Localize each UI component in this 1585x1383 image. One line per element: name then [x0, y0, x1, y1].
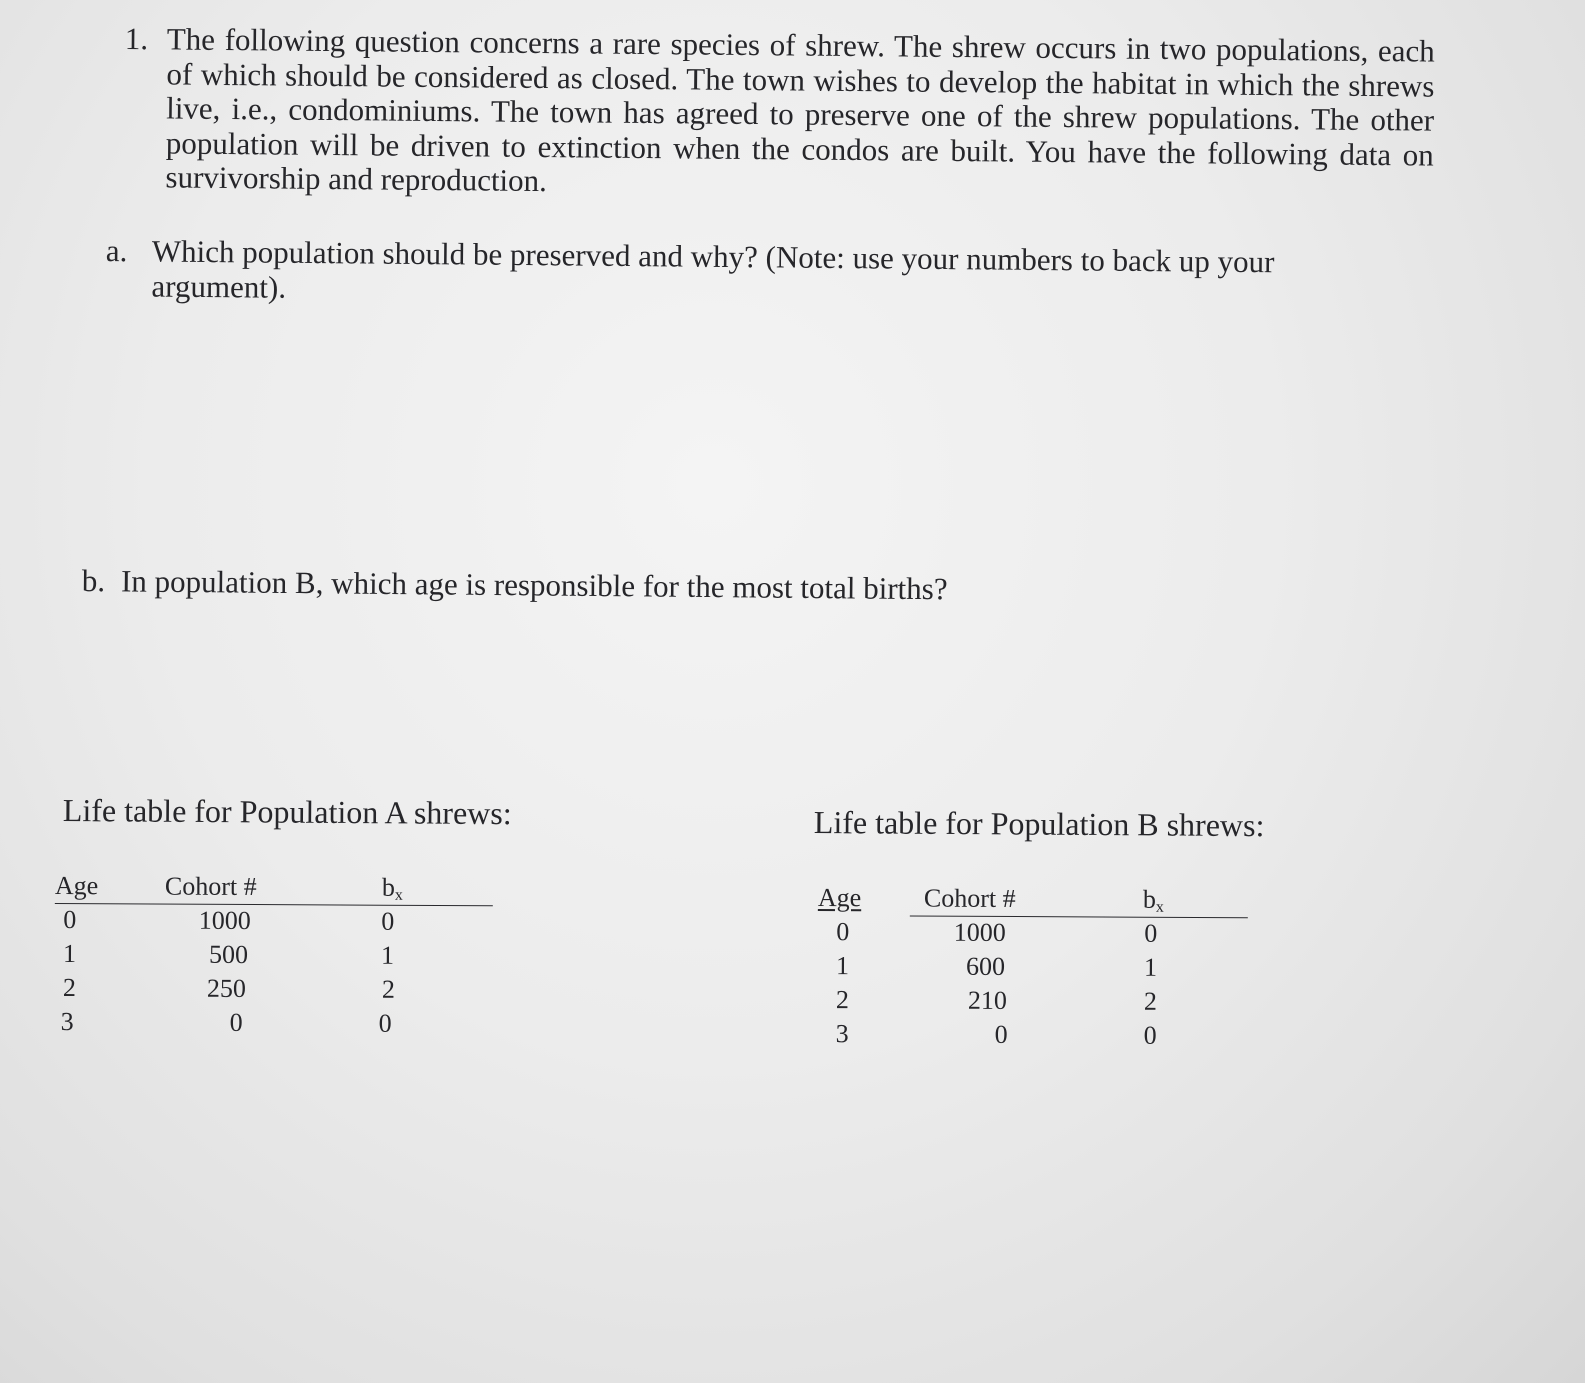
- table-a-cell-cohort: 1000: [198, 905, 251, 936]
- table-b-cell-age: 1: [835, 951, 850, 981]
- table-b-header-b-sub: x: [1155, 898, 1164, 916]
- table-b-cell-cohort: 210: [967, 985, 1007, 1015]
- table-a-cell-age: 0: [63, 905, 77, 935]
- table-b-header-b: b: [1142, 884, 1156, 914]
- table-b-cell-age: 3: [835, 1019, 849, 1049]
- table-b-title: Life table for Population B shrews:: [813, 804, 1265, 844]
- table-a-cell-age: 3: [60, 1007, 74, 1037]
- life-table-b: [817, 883, 1258, 1055]
- table-a-cell-bx: 0: [381, 906, 395, 936]
- table-b-cell-bx: 2: [1143, 986, 1157, 1016]
- part-b-letter: b.: [81, 563, 106, 599]
- table-row: [54, 1007, 494, 1043]
- part-a-text: Which population should be preserved and why? (Note: use your numbers to back up your argument).: [151, 233, 1275, 305]
- table-b-cell-cohort: 0: [994, 1019, 1008, 1049]
- table-row: [55, 905, 495, 941]
- table-b-header-cohort: Cohort #: [923, 883, 1016, 914]
- table-a-header: [55, 871, 495, 907]
- part-a-letter: a.: [105, 233, 128, 269]
- table-a-cell-cohort: 250: [206, 973, 246, 1004]
- table-b-cell-bx: 0: [1143, 1020, 1157, 1050]
- table-row: [817, 951, 1257, 987]
- table-a-body: [54, 905, 495, 1043]
- part-b: [82, 564, 948, 607]
- table-a-header-b: b: [381, 872, 395, 902]
- life-table-a: [54, 871, 495, 1043]
- table-b-header-age: Age: [817, 883, 862, 913]
- table-b-cell-age: 0: [836, 917, 850, 947]
- table-row: [817, 985, 1257, 1021]
- part-b-text: In population B, which age is responsible for the most total births?: [120, 563, 948, 607]
- table-b-header-bx: [1143, 885, 1164, 917]
- table-a-cell-cohort: 0: [229, 1007, 243, 1037]
- part-a: [105, 234, 1396, 315]
- table-a-cell-cohort: 500: [208, 939, 249, 970]
- table-a-cell-bx: 2: [381, 974, 395, 1004]
- question-1: [123, 22, 1435, 207]
- table-row: [54, 939, 494, 975]
- table-a-title: Life table for Population A shrews:: [62, 792, 512, 832]
- table-a-header-bx: [382, 873, 403, 905]
- question-text: The following question concerns a rare species of shrew. The shrew occurs in two populations, each of which should be considered as closed. The town wishes to develop the habitat in which the shrews live, i.e., condominiums. The town has agreed to preserve one of the shrew populations. The other population will be driven to extinction when the condos are built. You have the following data on survivorship and reproduction.: [165, 21, 1435, 199]
- table-b-cell-age: 2: [835, 985, 849, 1015]
- table-a-cell-bx: 1: [380, 940, 395, 970]
- table-b-header: [818, 883, 1258, 919]
- question-number: 1.: [124, 21, 149, 57]
- table-row: [54, 973, 494, 1009]
- table-a-cell-bx: 0: [378, 1008, 392, 1038]
- table-b-cell-cohort: 1000: [953, 917, 1006, 947]
- table-a-header-age: Age: [54, 871, 99, 901]
- table-a-cell-age: 2: [62, 973, 76, 1003]
- table-row: [818, 917, 1258, 953]
- table-b-cell-cohort: 600: [965, 951, 1006, 981]
- table-b-body: [817, 917, 1258, 1055]
- table-b-cell-bx: 0: [1144, 918, 1158, 948]
- table-b-cell-bx: 1: [1143, 952, 1158, 982]
- table-a-header-b-sub: x: [394, 886, 403, 904]
- table-a-cell-age: 1: [62, 939, 77, 969]
- table-a-header-cohort: Cohort #: [164, 871, 257, 902]
- table-row: [817, 1019, 1257, 1055]
